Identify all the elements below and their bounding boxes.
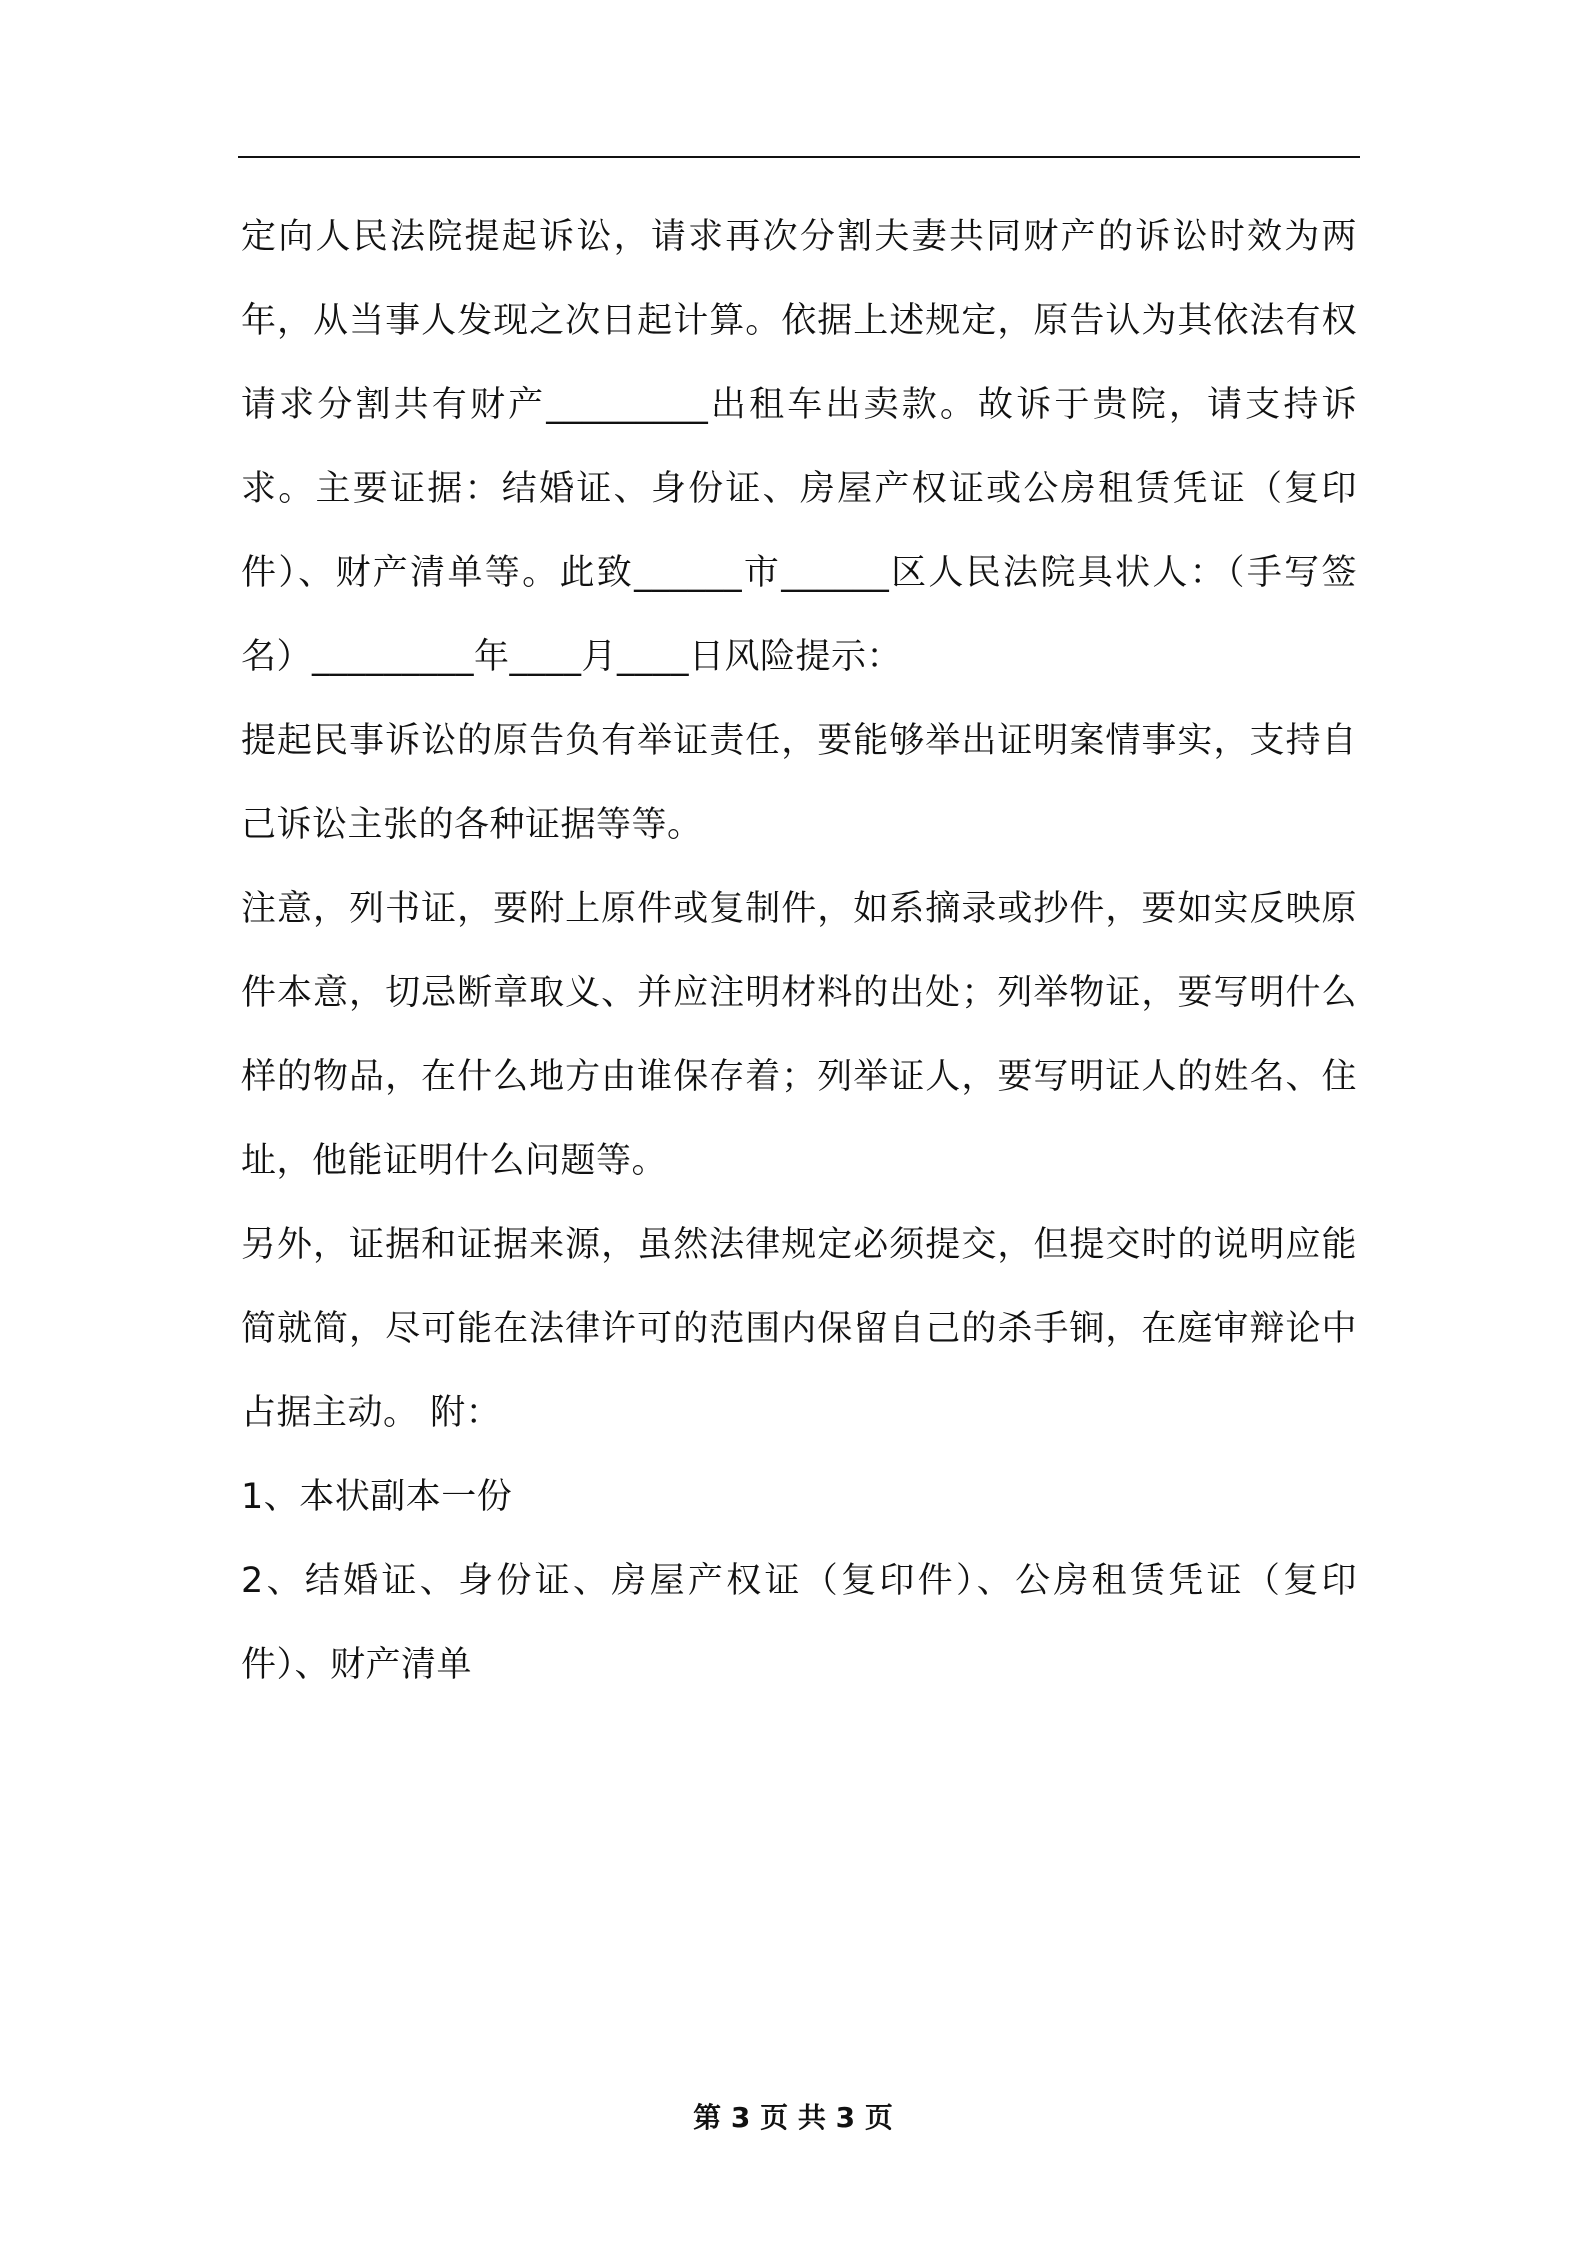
header-rule [238, 156, 1360, 158]
document-body [241, 195, 1357, 1707]
paragraph: 提起民事诉讼的原告负有举证责任，要能够举出证明案情事实，支持自己诉讼主张的各种证据等等。 [241, 721, 1357, 845]
page-number: 第 3 页 共 3 页 [693, 2101, 893, 2134]
paragraph: 2、结婚证、身份证、房屋产权证（复印件）、公房租赁凭证（复印件）、财产清单 [241, 1561, 1357, 1685]
paragraph: 另外，证据和证据来源，虽然法律规定必须提交，但提交时的说明应能简就简，尽可能在法律许可的范围内保留自己的杀手锏，在庭审辩论中占据主动。 附： [241, 1225, 1357, 1433]
paragraph: 注意，列书证，要附上原件或复制件，如系摘录或抄件，要如实反映原件本意，切忌断章取义、并应注明材料的出处；列举物证，要写明什么样的物品，在什么地方由谁保存着；列举证人，要写明证人的姓名、住址，他能证明什么问题等。 [241, 889, 1357, 1181]
paragraph: 定向人民法院提起诉讼，请求再次分割夫妻共同财产的诉讼时效为两年，从当事人发现之次日起计算。依据上述规定，原告认为其依法有权请求分割共有财产_________出租车出卖款。故诉于贵院，请支持诉求。主要证据：结婚证、身份证、房屋产权证或公房租赁凭证（复印件）、财产清单等。此致______市______区人民法院具状人：（手写签名）_________年____月____日风险提示： [241, 217, 1357, 677]
paragraph: 1、本状副本一份 [241, 1477, 513, 1517]
